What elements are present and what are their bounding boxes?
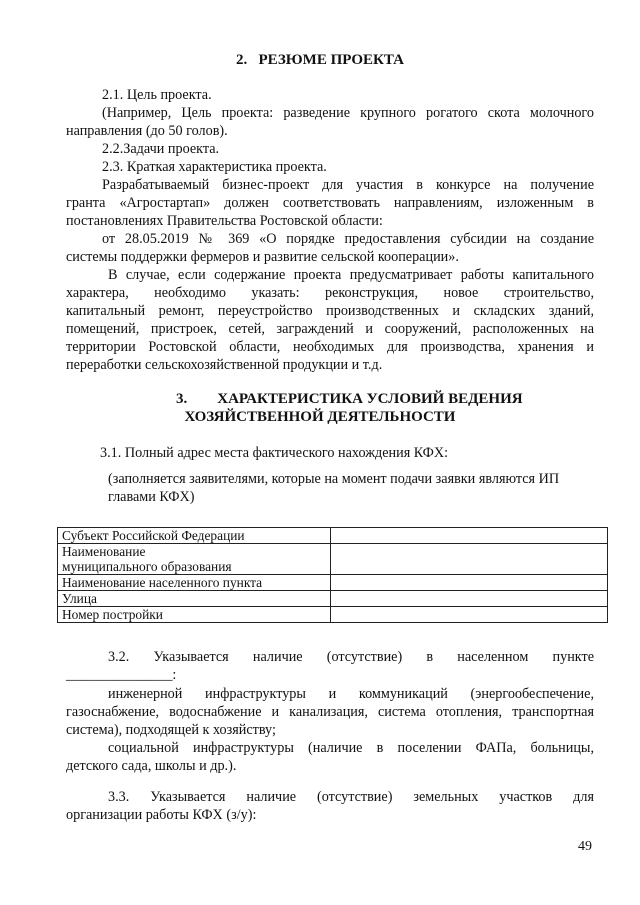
paragraph-3-line-6: переработки сельскохозяйственной продукции и т.д.	[66, 357, 383, 373]
row-label: Улица	[58, 591, 331, 607]
row-label: Номер постройки	[58, 607, 331, 623]
infra-line-3: система), подходящей к хозяйству;	[66, 722, 276, 738]
item-3-1: 3.1. Полный адрес места фактического нахождения КФХ:	[100, 445, 449, 461]
row-value-field[interactable]	[331, 591, 608, 607]
page-number: 49	[578, 839, 592, 854]
example-line-1: (Например, Цель проекта: разведение крупного рогатого скота молочного	[102, 105, 594, 121]
row-value-field[interactable]	[331, 544, 608, 575]
paragraph-3-line-1: В случае, если содержание проекта предусматривает работы капитального	[108, 267, 594, 283]
row-label: Наименование населенного пункта	[58, 575, 331, 591]
table-row	[58, 591, 608, 607]
paragraph-1-line-3: постановлениях Правительства Ростовской области:	[66, 213, 383, 229]
address-table	[57, 527, 608, 623]
item-3-3-line-2: организации работы КФХ (з/у):	[66, 807, 257, 823]
paragraph-1-line-1: Разрабатываемый бизнес-проект для участия в конкурсе на получение	[102, 177, 594, 193]
item-2-2: 2.2.Задачи проекта.	[102, 141, 220, 157]
row-label: Наименование муниципального образования	[58, 544, 331, 575]
table-row	[58, 528, 608, 544]
paragraph-3-line-2: характера, необходимо указать: реконструкция, новое строительство,	[66, 285, 594, 301]
section-2-heading: 2. РЕЗЮМЕ ПРОЕКТА	[236, 52, 404, 68]
paragraph-3-line-4: помещений, пристроек, сетей, заграждений и сооружений, расположенных на	[66, 321, 594, 337]
table-row	[58, 607, 608, 623]
paragraph-3-line-5: территории Ростовской области, необходимых для производства, хранения и	[66, 339, 594, 355]
example-line-2: направления (до 50 голов).	[66, 123, 228, 139]
note-line-1: (заполняется заявителями, которые на момент подачи заявки являются ИП	[108, 471, 560, 487]
infra-line-2: газоснабжение, водоснабжение и канализация, система отопления, транспортная	[66, 704, 594, 720]
section-3-heading-line-1: 3. ХАРАКТЕРИСТИКА УСЛОВИЙ ВЕДЕНИЯ	[176, 391, 523, 407]
row-value-field[interactable]	[331, 607, 608, 623]
social-line-2: детского сада, школы и др.).	[66, 758, 237, 774]
infra-line-1: инженерной инфраструктуры и коммуникаций (энергообеспечение,	[108, 686, 594, 702]
row-value-field[interactable]	[331, 575, 608, 591]
item-3-2-line-1: 3.2. Указывается наличие (отсутствие) в населенном пункте	[108, 649, 594, 665]
paragraph-3-line-3: капитальный ремонт, переустройство производственных и складских зданий,	[66, 303, 594, 319]
paragraph-2-line-1: от 28.05.2019 № 369 «О порядке предоставления субсидии на создание	[102, 231, 594, 247]
item-3-3-line-1: 3.3. Указывается наличие (отсутствие) земельных участков для	[108, 789, 594, 805]
row-value-field[interactable]	[331, 528, 608, 544]
note-line-2: главами КФХ)	[108, 489, 195, 505]
table-row	[58, 575, 608, 591]
social-line-1: социальной инфраструктуры (наличие в поселении ФАПа, больницы,	[108, 740, 594, 756]
paragraph-1-line-2: гранта «Агростартап» должен соответствовать направлениям, изложенным в	[66, 195, 594, 211]
item-2-3: 2.3. Краткая характеристика проекта.	[102, 159, 327, 175]
row-label: Субъект Российской Федерации	[58, 528, 331, 544]
item-3-2-line-2: _______________:	[66, 667, 177, 683]
table-row	[58, 544, 608, 575]
item-2-1: 2.1. Цель проекта.	[102, 87, 212, 103]
section-3-heading-line-2: ХОЗЯЙСТВЕННОЙ ДЕЯТЕЛЬНОСТИ	[184, 409, 456, 425]
paragraph-2-line-2: системы поддержки фермеров и развитие сельской кооперации».	[66, 249, 459, 265]
